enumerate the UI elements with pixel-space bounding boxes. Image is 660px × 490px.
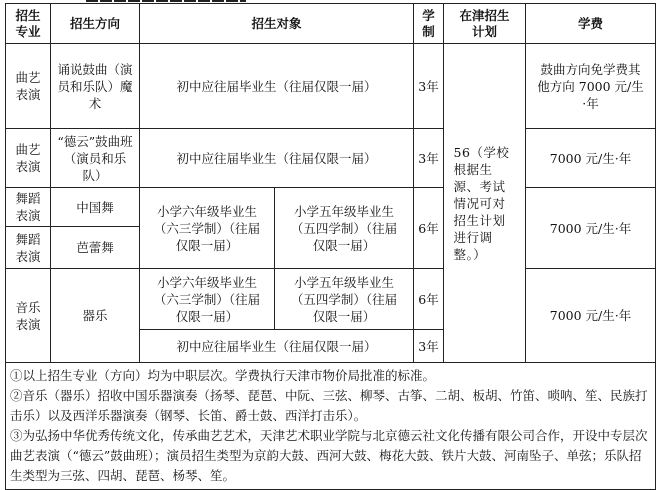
cell-major: 曲艺表演 [6, 129, 51, 188]
cell-duration: 6年 [414, 269, 444, 330]
header-row [6, 4, 656, 44]
header-duration: 学制 [414, 4, 444, 44]
cell-direction: 器乐 [51, 269, 140, 363]
cell-duration: 3年 [414, 44, 444, 129]
row-quyi-1 [6, 44, 656, 129]
cell-fee: 7000 元/生·年 [526, 269, 656, 363]
cell-duration: 6年 [414, 188, 444, 269]
cell-major: 舞蹈表演 [6, 227, 51, 269]
header-target: 招生对象 [140, 4, 414, 44]
cell-fee: 鼓曲方向免学费其他方向 7000 元/生·年 [526, 44, 656, 129]
cell-direction: 中国舞 [51, 188, 140, 227]
cell-target-b: 小学五年级毕业生（五四学制）（往届仅限一届） [275, 269, 414, 330]
cell-duration: 3年 [414, 330, 444, 363]
header-major: 招生专业 [6, 4, 51, 44]
note-3: ③为弘扬中华优秀传统文化，传承曲艺艺术，天津艺术职业学院与北京德云社文化传播有限公司合作，开设中专层次曲艺表演（“德云”鼓曲班）；演员招生类型为京韵大鼓、西河大鼓、梅花大鼓、铁片大鼓、河南坠子、单弦；乐队招生类型为三弦、四胡、琵琶、杨琴、笙。 [10, 428, 648, 483]
note-1: ①以上招生专业（方向）均为中职层次。学费执行天津市物价局批准的标准。 [10, 368, 436, 383]
cell-direction: 诵说鼓曲（演员和乐队）魔术 [51, 44, 140, 129]
row-dance-1 [6, 188, 656, 227]
row-quyi-2 [6, 129, 656, 188]
header-direction: 招生方向 [51, 4, 140, 44]
cell-major: 音乐表演 [6, 269, 51, 363]
cell-plan: 56（学校根据生源、考试情况可对招生计划进行调整。） [444, 44, 526, 363]
cell-target-a: 小学六年级毕业生（六三学制）（往届仅限一届） [140, 269, 275, 330]
cell-direction: “德云”鼓曲班（演员和乐队） [51, 129, 140, 188]
header-plan: 在津招生计划 [444, 4, 526, 44]
notes-cell [6, 363, 656, 490]
cell-direction: 芭蕾舞 [51, 227, 140, 269]
cell-major: 舞蹈表演 [6, 188, 51, 227]
cell-fee: 7000 元/生·年 [526, 188, 656, 269]
cell-target: 初中应往届毕业生（往届仅限一届） [140, 129, 414, 188]
cell-duration: 3年 [414, 129, 444, 188]
cell-fee: 7000 元/生·年 [526, 129, 656, 188]
notes-row [6, 363, 656, 490]
row-music-1 [6, 269, 656, 330]
note-2: ②音乐（器乐）招收中国乐器演奏（扬琴、琵琶、中阮、三弦、柳琴、古筝、二胡、板胡、竹笛、唢呐、笙、民族打击乐）以及西洋乐器演奏（钢琴、长笛、爵士鼓、西洋打击乐）。 [10, 388, 648, 423]
header-fee: 学费 [526, 4, 656, 44]
cell-target: 初中应往届毕业生（往届仅限一届） [140, 44, 414, 129]
cell-target-a: 小学六年级毕业生（六三学制）（往届仅限一届） [140, 188, 275, 269]
cell-target-b: 小学五年级毕业生（五四学制）（往届仅限一届） [275, 188, 414, 269]
clipped-heading-fragment [86, 0, 246, 2]
enrollment-table [5, 3, 656, 490]
cell-major: 曲艺表演 [6, 44, 51, 129]
cell-target-c: 初中应往届毕业生（往届仅限一届） [140, 330, 414, 363]
